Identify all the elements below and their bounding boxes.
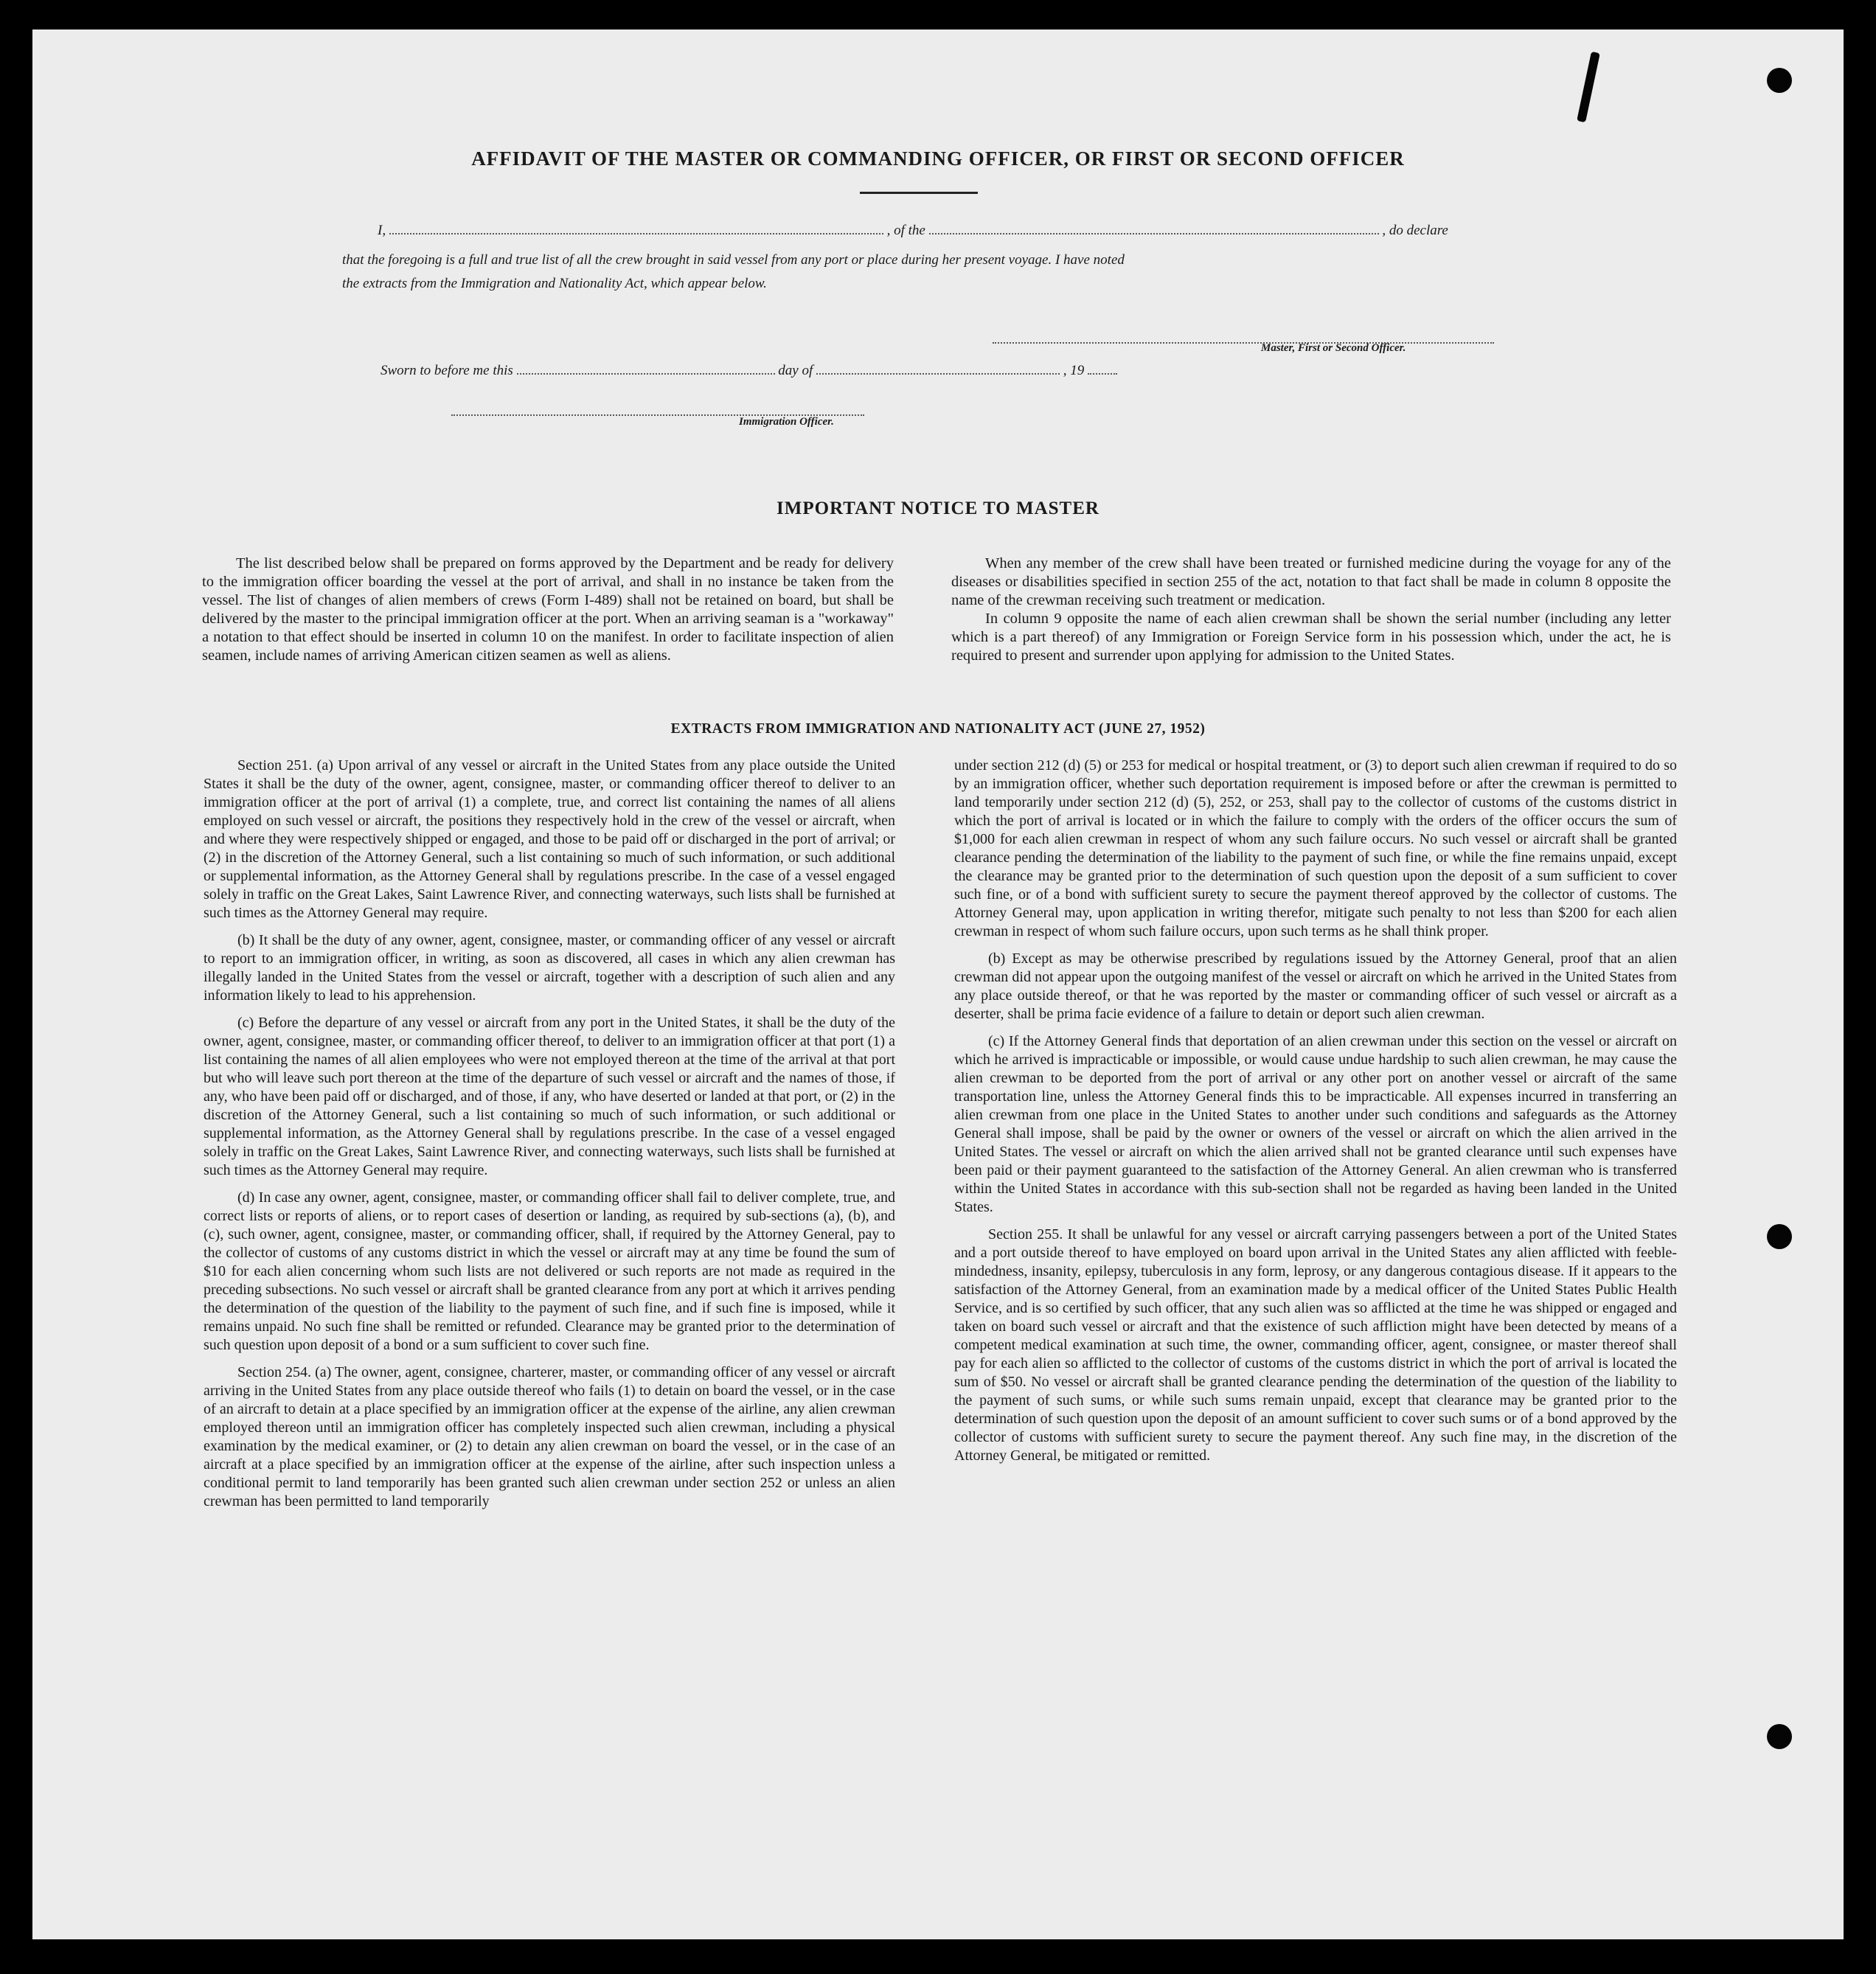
ink-mark <box>1577 52 1600 122</box>
punch-hole-icon <box>1767 68 1792 93</box>
extract-paragraph: Section 255. It shall be unlawful for any vessel or aircraft carrying passengers between a port of the United States and a port outside thereof to have employed on board upon arrival in the United States any alien afflicted with feeble-mindedness, insanity, epilepsy, tuberculosis in any form, leprosy, or any dangerous contagious disease. If it appears to the satisfaction of the Attorney General, from an examination made by a medical officer of the United States Public Health Service, and is so certified by such officer, that any such alien was so afflicted at the time he was shipped or engaged and taken on board such vessel or aircraft and that the existence of such affliction might have been detected by means of a competent medical examination at such time, the owner, commanding officer, agent, consignee, or master thereof shall pay for each alien so afflicted to the collector of customs of the customs district in which the port of arrival is located the sum of $50. No vessel or aircraft shall be granted clearance pending the determination of the question of the liability to the payment of such sums, or while such sums remain unpaid, except that clearance may be granted prior to the determination of such question upon the deposit of an amount sufficient to cover such sums or of a bond approved by the collector of customs with sufficient surety to secure the payment thereof. Any such fine may, in the discretion of the Attorney General, be mitigated or remitted. <box>954 1226 1677 1464</box>
punch-hole-icon <box>1767 1724 1792 1749</box>
master-caption: Master, First or Second Officer. <box>1261 342 1406 354</box>
notice-left-column <box>202 555 894 665</box>
sworn-label: Sworn to before me this <box>381 363 513 378</box>
affidavit-name-line <box>378 223 1448 239</box>
punch-hole-icon <box>1767 1224 1792 1249</box>
vessel-field[interactable] <box>929 223 1379 234</box>
day-of-label: day of <box>778 363 813 378</box>
extract-paragraph: Section 251. (a) Upon arrival of any vessel or aircraft in the United States from any place outside the United States it shall be the duty of the owner, agent, consignee, master, or commanding officer thereof to deliver to an immigration officer at the port of arrival (1) a complete, true, and correct list containing the names of all aliens employed on such vessel or aircraft, the positions they respectively hold in the crew of the vessel or aircraft, when and where they were respectively shipped or engaged, and those to be paid off or discharged in the port of arrival; or (2) in the discretion of the Attorney General, such a list containing so much of such information, or such additional or supplemental information, as the Attorney General shall by regulations prescribe. In the case of a vessel engaged solely in traffic on the Great Lakes, Saint Lawrence River, and connecting waterways, such lists shall be furnished at such times as the Attorney General may require. <box>204 757 895 921</box>
extracts-title: EXTRACTS FROM IMMIGRATION AND NATIONALITY ACT (JUNE 27, 1952) <box>670 721 1206 737</box>
extract-paragraph: Section 254. (a) The owner, agent, consignee, charterer, master, or commanding officer of any vessel or aircraft arriving in the United States from any place outside thereof who fails (1) to detain on board the vessel, or in the case of an aircraft to detain at a place specified by an immigration officer at the expense of the airline, any alien crewman employed thereon until an immigration officer has completely inspected such alien crewman, including a physical examination by the medical examiner, or (2) to detain any alien crewman on board the vessel, or in the case of an aircraft at a place specified by an immigration officer at the expense of the airline, after such inspection unless a conditional permit to land temporarily has been granted such alien crewman under section 252 or unless an alien crewman has been permitted to land temporarily <box>204 1364 895 1509</box>
document-page <box>32 29 1844 1939</box>
sworn-month-field[interactable] <box>816 363 1060 375</box>
extract-paragraph: (c) Before the departure of any vessel or aircraft from any port in the United States, it shall be the duty of the owner, agent, consignee, master, or commanding officer thereof, to deliver to an immigration officer at that port (1) a list containing the names of all alien employees who were not employed thereon at the time of the arrival at that port but who will leave such port thereon at the time of the departure of such vessel or aircraft and the names of those, if any, who have been paid off or discharged, and of those, if any, who have deserted or landed at that port, or (2) in the discretion of the Attorney General, such a list containing so much of such information, or such additional or supplemental information, as the Attorney General shall by regulations prescribe. In the case of a vessel engaged solely in traffic on the Great Lakes, Saint Lawrence River, and connecting waterways, such lists shall be furnished at such times as the Attorney General may require. <box>204 1015 895 1178</box>
do-declare-label: , do declare <box>1382 223 1448 238</box>
extract-paragraph: (c) If the Attorney General finds that deportation of an alien crewman under this section on the vessel or aircraft on which he arrived is impracticable or impossible, or would cause undue hardship to such alien crewman, he may cause the alien crewman to be deported from the port of arrival or any other port on another vessel or aircraft of the same transportation line, unless the Attorney General finds this to be impracticable. All expenses incurred in transferring an alien crewman from one place in the United States to another under such conditions and safeguards as the Attorney General shall impose, shall be paid by the owner or owners of the vessel or aircraft on which the alien arrived in the United States. The vessel or aircraft on which the alien arrived shall not be granted clearance until such expenses have been paid or their payment guaranteed to the satisfaction of the Attorney General. An alien crewman who is transferred within the United States in accordance with this sub-section shall not be regarded as having been landed in the United States. <box>954 1033 1677 1215</box>
name-field[interactable] <box>389 223 883 234</box>
i-label: I, <box>378 223 386 238</box>
year-label: , 19 <box>1063 363 1085 378</box>
master-signature-line[interactable] <box>993 332 1494 344</box>
immigration-officer-signature-line[interactable] <box>451 404 864 416</box>
extract-paragraph: (d) In case any owner, agent, consignee, master, or commanding officer shall fail to deliver complete, true, and correct lists or reports of aliens, or to report cases of desertion or landing, as required by sub-sections (a), (b), and (c), such owner, agent, consignee, master, or commanding officer, shall, if required by the Attorney General, pay to the collector of customs of any customs district in which the vessel or aircraft may at any time be found the sum of $10 for each alien concerning whom such lists are not delivered or such reports are not made as required in the preceding subsections. No such vessel or aircraft shall be granted clearance from any port at which it arrives pending the determination of the question of the liability to the payment of such fine, and if such fine is imposed, while it remains unpaid. No such fine shall be remitted or refunded. Clearance may be granted prior to the determination of such question upon deposit of a bond or a sum sufficient to cover such fine. <box>204 1189 895 1353</box>
notice-right-paragraph-2: In column 9 opposite the name of each alien crewman shall be shown the serial number (including any letter which is a part thereof) of any Immigration or Foreign Service form in his possession which, under the act, he is required to present and surrender upon applying for admission to the United States. <box>951 611 1671 664</box>
sworn-year-field[interactable] <box>1088 363 1117 375</box>
immigration-officer-caption: Immigration Officer. <box>739 416 834 428</box>
sworn-day-field[interactable] <box>517 363 775 375</box>
extract-paragraph: under section 212 (d) (5) or 253 for medical or hospital treatment, or (3) to deport such alien crewman if required to do so by an immigration officer, whether such deportation requirement is imposed before or after the crewman is permitted to land temporarily under section 212 (d) (5), 252, or 253, shall pay to the collector of customs of the customs district in which the port of arrival is located or in which the failure to comply with the orders of the officer occurs the sum of $1,000 for each alien crewman in respect of whom any such failure occurs. No such vessel or aircraft shall be granted clearance pending the determination of the liability to the payment of such fine, or while the fine remains unpaid, except the clearance may be granted prior to the determination of such question upon the deposit of a sum sufficient to cover such fine, or of a bond with sufficient surety to secure the payment thereof approved by the collector of customs. The Attorney General may, upon application in writing therefor, mitigate such penalty to not less than $200 for each alien crewman in respect of whom such failure occurs, upon such terms as he shall think proper. <box>954 757 1677 939</box>
extract-paragraph: (b) Except as may be otherwise prescribed by regulations issued by the Attorney General, proof that an alien crewman did not appear upon the outgoing manifest of the vessel or aircraft on which he arrived in the United States from any place outside thereof, or that he was reported by the master or commanding officer of such vessel or aircraft as a deserter, shall be prima facie evidence of a failure to detain or deport such alien crewman. <box>954 950 1677 1022</box>
notice-right-paragraph-1: When any member of the crew shall have been treated or furnished medicine during the voyage for any of the diseases or disabilities specified in section 255 of the act, notation to that fact shall be made in column 8 opposite the name of the crewman receiving such treatment or medication. <box>951 555 1671 608</box>
notice-right-column <box>951 555 1671 665</box>
notice-left-paragraph: The list described below shall be prepared on forms approved by the Department and be ready for delivery to the immigration officer boarding the vessel at the port of arrival, and shall in no instance be taken from the vessel. The list of changes of alien members of crews (Form I-489) shall not be retained on board, but shall be delivered by the master to the principal immigration officer at the port. When an arriving seaman is a "workaway" a notation to that effect should be inserted in column 10 on the manifest. In order to facilitate inspection of alien seamen, include names of arriving American citizen seamen as well as aliens. <box>202 555 894 664</box>
extracts-left-column <box>204 757 895 1520</box>
extracts-right-column <box>954 757 1677 1474</box>
declaration-line-2: the extracts from the Immigration and Nationality Act, which appear below. <box>342 276 767 291</box>
declaration-line-1: that the foregoing is a full and true list of all the crew brought in said vessel from any port or place during her present voyage. I have noted <box>342 252 1125 268</box>
title-divider <box>860 192 978 194</box>
extract-paragraph: (b) It shall be the duty of any owner, agent, consignee, master, or commanding officer of any vessel or aircraft to report to an immigration officer, in writing, as soon as discovered, all cases in which any alien crewman has illegally landed in the United States from the vessel or aircraft, together with a description of such alien and any information likely to lead to his apprehension. <box>204 932 895 1004</box>
of-the-label: , of the <box>886 223 925 238</box>
notice-title: IMPORTANT NOTICE TO MASTER <box>777 498 1099 518</box>
sworn-line <box>381 363 1117 379</box>
affidavit-title: AFFIDAVIT OF THE MASTER OR COMMANDING OFFICER, OR FIRST OR SECOND OFFICER <box>471 147 1405 170</box>
